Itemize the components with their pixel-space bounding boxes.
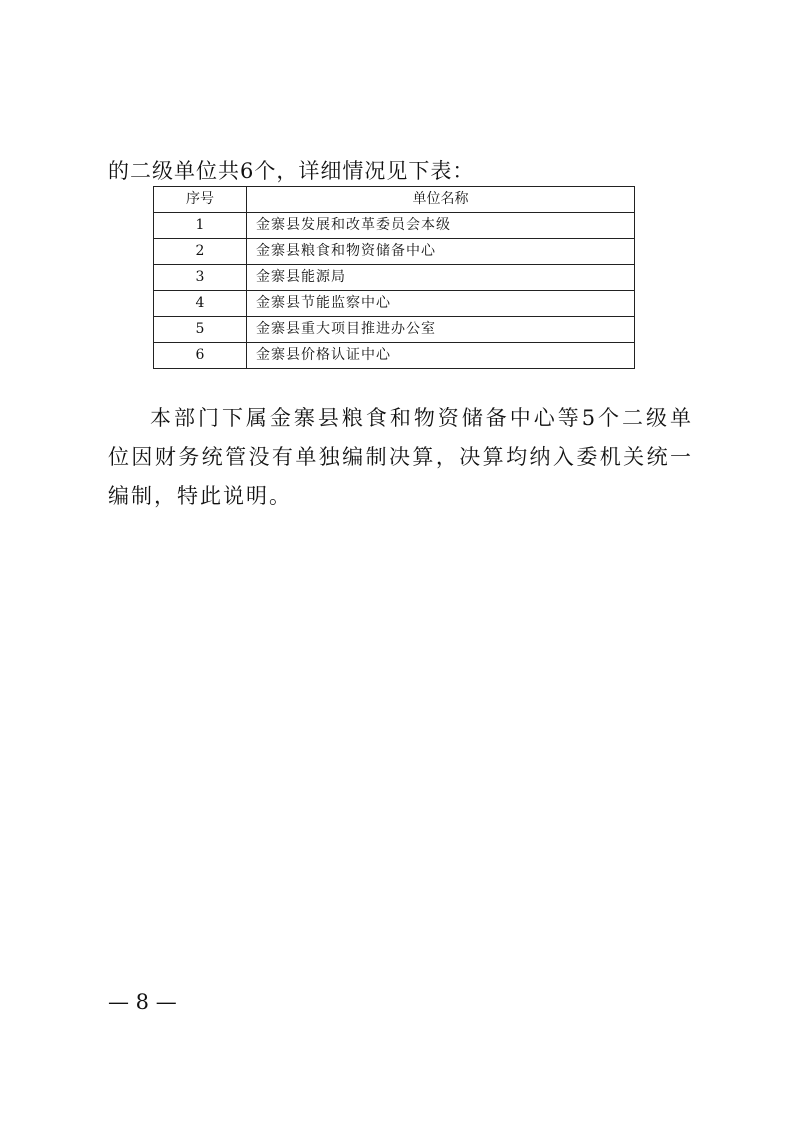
row-unit-name: 金寨县发展和改革委员会本级 (247, 213, 635, 239)
row-unit-name: 金寨县粮食和物资储备中心 (247, 239, 635, 265)
table-header-row (154, 187, 635, 213)
row-seq: 6 (154, 343, 247, 369)
header-unit-name: 单位名称 (247, 187, 635, 213)
row-seq: 2 (154, 239, 247, 265)
table-row (154, 317, 635, 343)
table-row (154, 213, 635, 239)
intro-line: 的二级单位共6个，详细情况见下表： (108, 159, 475, 183)
table-row (154, 291, 635, 317)
page-number: — 8 — (108, 990, 177, 1014)
row-seq: 5 (154, 317, 247, 343)
row-seq: 4 (154, 291, 247, 317)
units-table (153, 186, 635, 369)
row-seq: 3 (154, 265, 247, 291)
table-row (154, 239, 635, 265)
row-unit-name: 金寨县价格认证中心 (247, 343, 635, 369)
row-unit-name: 金寨县能源局 (247, 265, 635, 291)
header-seq: 序号 (154, 187, 247, 213)
row-unit-name: 金寨县重大项目推进办公室 (247, 317, 635, 343)
row-seq: 1 (154, 213, 247, 239)
table-row (154, 343, 635, 369)
row-unit-name: 金寨县节能监察中心 (247, 291, 635, 317)
explanation-paragraph: 本部门下属金寨县粮食和物资储备中心等5个二级单位因财务统管没有单独编制决算，决算均纳入委机关统一编制，特此说明。 (108, 406, 693, 508)
table-row (154, 265, 635, 291)
